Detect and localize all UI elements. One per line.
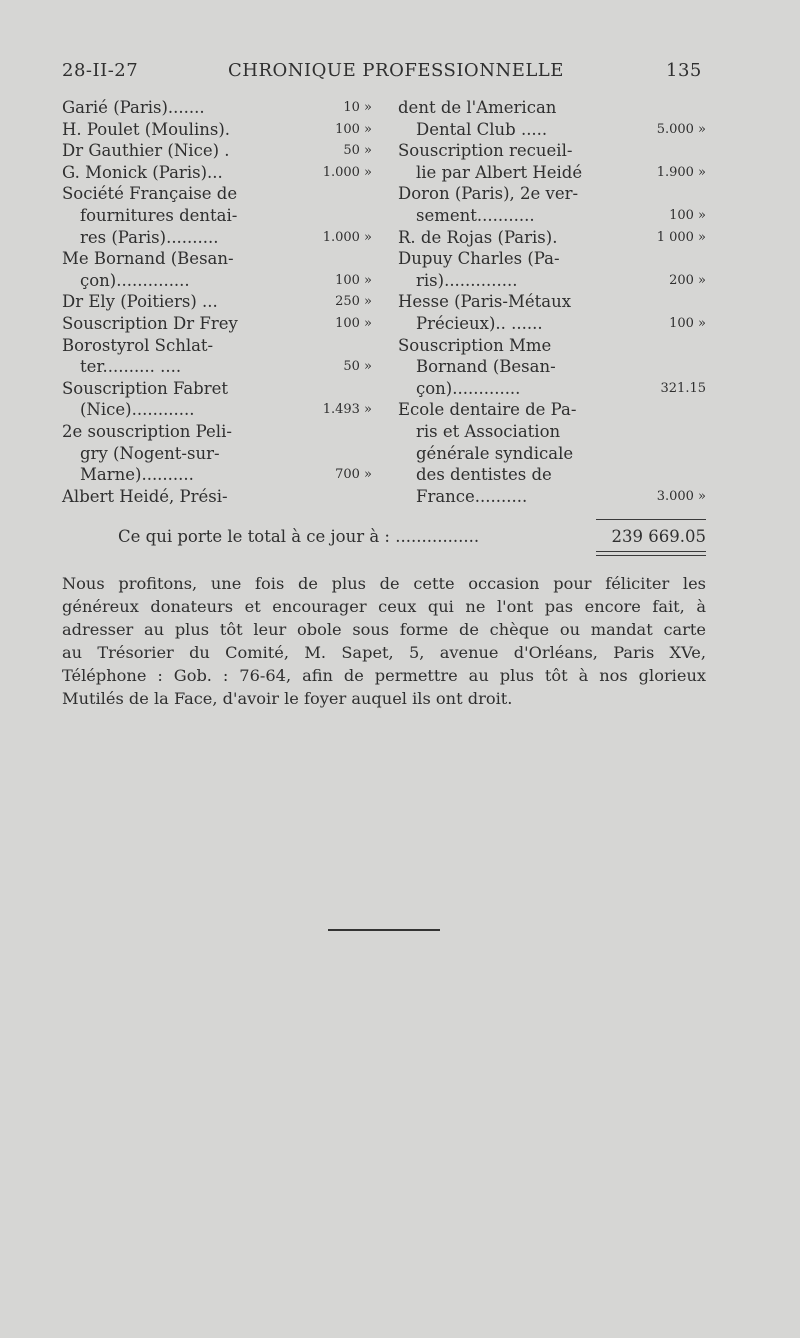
donor-entry-line: Société Française de [62, 184, 238, 204]
donor-entry-line: ris).............. [416, 270, 518, 290]
donation-amount: 321.15 [660, 380, 706, 396]
donation-amount: 1.493 » [322, 402, 372, 418]
donor-entry-line: Borostyrol Schlat- [62, 335, 214, 355]
donor-entry-line: Souscription Dr Frey [62, 314, 238, 333]
paragraph-line: adresser au plus tôt leur obole sous forme de chèque ou mandat carte [62, 620, 706, 639]
total-label: Ce qui porte le total à ce jour à : ................ [118, 527, 480, 546]
donor-entry-line: gry (Nogent-sur- [80, 443, 220, 463]
sum-rule [596, 519, 706, 520]
paragraph-line: Mutilés de la Face, d'avoir le foyer auquel ils ont droit. [62, 689, 513, 708]
donor-entry-line: Hesse (Paris-Métaux [398, 292, 572, 312]
donor-entry-line: Marne).......... [80, 465, 194, 485]
donation-amount: 1 000 » [656, 229, 706, 245]
donor-entry-line: H. Poulet (Moulins). [62, 119, 231, 139]
total-underline-2 [596, 555, 706, 556]
paragraph-line: Téléphone : Gob. : 76-64, afin de permettre au plus tôt à nos glorieux [62, 666, 706, 685]
donation-amount: 100 » [669, 208, 706, 223]
total-amount: 239 669.05 [611, 527, 706, 546]
total-underline-1 [596, 551, 706, 552]
appeal-paragraph [62, 572, 706, 710]
donation-amount: 50 » [343, 143, 372, 159]
donation-amount: 200 » [669, 272, 706, 288]
donor-entry-line: Doron (Paris), 2e ver- [398, 184, 579, 204]
donor-entry-line: Dr Ely (Poitiers) ... [62, 292, 218, 312]
donor-entry-line: fournitures dentai- [80, 206, 238, 225]
header-title: CHRONIQUE PROFESSIONNELLE [228, 60, 564, 81]
donor-entry-line: çon).............. [80, 270, 190, 290]
donor-entry-line: 2e souscription Peli- [62, 422, 232, 441]
donor-entry-line: lie par Albert Heidé [416, 162, 583, 182]
donation-amount: 100 » [335, 121, 372, 137]
donor-entry-line: ter.......... .... [80, 357, 182, 377]
donor-entry-line: G. Monick (Paris)... [62, 162, 223, 182]
donation-amount: 5.000 » [656, 121, 706, 137]
header-date: 28-II-27 [62, 60, 139, 81]
donor-entry-line: ris et Association [416, 422, 561, 441]
donor-entry-line: des dentistes de [416, 465, 552, 485]
donation-amount: 700 » [335, 467, 372, 483]
donor-entry-line: R. de Rojas (Paris). [398, 227, 558, 247]
donation-amount: 1.900 » [656, 164, 706, 180]
donation-amount: 1.000 » [322, 229, 372, 245]
donation-amount: 100 » [335, 316, 372, 331]
donor-entry-line: Dental Club ..... [416, 119, 548, 139]
donor-entry-line: Ecole dentaire de Pa- [398, 400, 577, 420]
donor-entry-line: Précieux).. ...... [416, 314, 543, 333]
donor-entry-line: çon)............. [416, 378, 521, 398]
page-number: 135 [666, 60, 702, 81]
donor-entry-line: Souscription Fabret [62, 378, 229, 398]
donor-entry-line: Souscription Mme [398, 335, 552, 355]
donor-entry-line: Bornand (Besan- [416, 357, 556, 377]
donation-amount: 3.000 » [656, 488, 706, 504]
donor-entry-line: Garié (Paris)....... [62, 98, 205, 117]
donor-entry-line: Dupuy Charles (Pa- [398, 249, 560, 269]
section-separator [328, 929, 440, 931]
paragraph-line: au Trésorier du Comité, M. Sapet, 5, avenue d'Orléans, Paris XVe, [62, 643, 706, 662]
donor-entry-line: générale syndicale [416, 443, 574, 463]
donor-entry-line: France.......... [416, 486, 528, 506]
paragraph-line: généreux donateurs et encourager ceux qui ne l'ont pas encore fait, à [62, 597, 706, 616]
donation-amount: 50 » [343, 359, 372, 375]
donor-entry-line: Souscription recueil- [398, 141, 573, 161]
donation-amount: 10 » [343, 100, 372, 115]
paragraph-line: Nous profitons, une fois de plus de cette occasion pour féliciter les [62, 574, 706, 593]
donor-entry-line: (Nice)............ [80, 400, 195, 420]
donor-entry-line: Dr Gauthier (Nice) . [62, 141, 230, 161]
donation-amount: 1.000 » [322, 164, 372, 180]
donation-amount: 100 » [335, 272, 372, 288]
donor-entry-line: Albert Heidé, Prési- [62, 486, 228, 506]
donor-entry-line: res (Paris).......... [80, 227, 219, 247]
donor-entry-line: dent de l'American [398, 98, 557, 117]
donor-entry-line: Me Bornand (Besan- [62, 249, 234, 269]
donor-entry-line: sement........... [416, 206, 535, 225]
donation-amount: 250 » [335, 294, 372, 310]
donation-amount: 100 » [669, 316, 706, 331]
